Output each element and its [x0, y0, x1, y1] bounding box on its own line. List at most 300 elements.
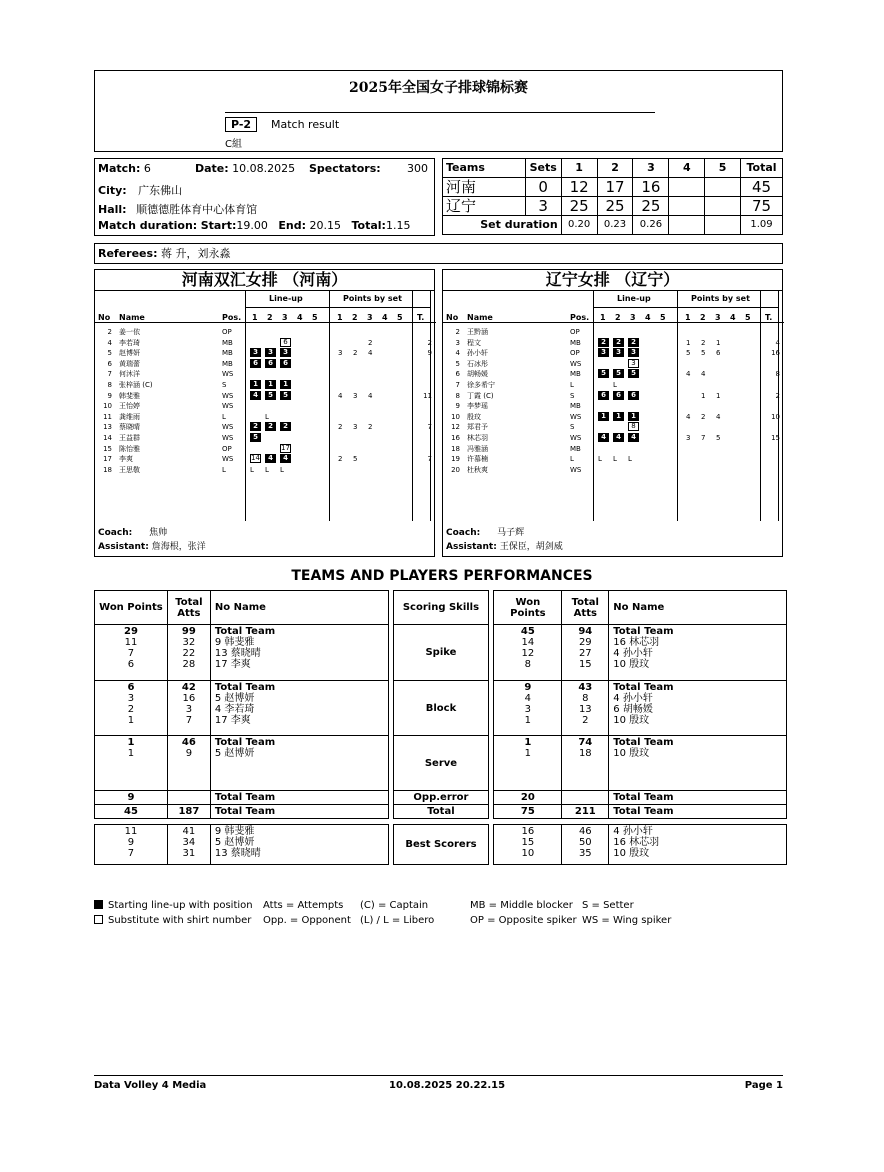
col-set1: 1 [561, 159, 597, 178]
col-total: T. [417, 313, 425, 322]
row-divider [245, 307, 430, 308]
total-atts: 28 [182, 659, 196, 670]
report-header [94, 70, 783, 152]
won-points: 45 [95, 805, 168, 819]
opp-error-row [95, 791, 787, 805]
total-atts-cell [562, 625, 609, 681]
coach-name: 焦帅 [149, 528, 168, 538]
starting-position-box: 3 [280, 348, 291, 357]
player-name: 6 胡畅媛 [613, 704, 653, 715]
col-set4: 4 [669, 159, 705, 178]
col-scoring-skills: Scoring Skills [393, 591, 489, 625]
starting-position-box: 1 [598, 412, 609, 421]
substitute-box: 8 [628, 422, 639, 431]
player-row [443, 422, 782, 432]
set-duration-row [443, 216, 783, 235]
player-name: Total Team [613, 682, 674, 693]
lineup-header: Line-up [269, 294, 303, 303]
col-name: Name [467, 313, 493, 322]
player-name-cell [210, 681, 388, 736]
total-points: 2 [427, 338, 432, 347]
col-pos: Pos. [570, 313, 590, 322]
player-position: WS [222, 434, 234, 442]
substitute-box: 3 [628, 359, 639, 368]
end-time: 20.15 [309, 219, 341, 232]
won-points-cell [494, 681, 562, 736]
total-atts: 27 [578, 648, 592, 659]
won-points-cell [95, 625, 168, 681]
total-atts-cell [167, 825, 210, 865]
total-atts: 2 [582, 715, 589, 726]
player-position: L [222, 465, 226, 474]
won-points: 9 [95, 791, 168, 805]
legend-atts: Atts = Attempts [263, 900, 344, 911]
player-name: 10 殷玟 [613, 748, 650, 759]
start-label: Start: [200, 219, 237, 232]
col-total: Total [741, 159, 783, 178]
set-points: 4 [368, 349, 373, 358]
player-position: MB [570, 370, 581, 379]
player-name: Total Team [613, 737, 674, 748]
total-points: 45 [741, 178, 783, 197]
total-time: 1.15 [385, 219, 411, 232]
total-atts: 29 [578, 637, 592, 648]
coach-block [98, 526, 206, 554]
player-row [95, 338, 434, 348]
player-row [95, 454, 434, 464]
total-atts: 9 [185, 748, 193, 759]
set-points: 1 [716, 338, 721, 347]
total-row [95, 805, 787, 819]
coach-name: 马子辉 [497, 528, 525, 538]
total-atts-cell [167, 681, 210, 736]
player-name: 17 李爽 [214, 715, 251, 726]
col-points-set: 3 [367, 313, 373, 322]
player-row [95, 444, 434, 454]
total-atts: 211 [562, 805, 609, 819]
referees [94, 243, 783, 264]
total-points: 9 [427, 349, 432, 358]
total-atts: 18 [578, 748, 592, 759]
set-score: 25 [633, 197, 669, 216]
starting-position-box: 3 [598, 348, 609, 357]
won-points: 3 [524, 704, 532, 715]
player-name: 蔡晓晴 [119, 423, 140, 432]
player-position: MB [570, 444, 581, 453]
total-atts: 46 [181, 737, 196, 748]
skill-label: Best Scorers [393, 825, 489, 865]
starting-position-box: 4 [280, 454, 291, 463]
set-points: 6 [716, 349, 721, 358]
starting-position-box: 6 [628, 391, 639, 400]
total-atts: 7 [185, 715, 193, 726]
player-number: 7 [455, 381, 460, 389]
player-name: 10 殷玟 [613, 659, 650, 670]
total-points: 10 [771, 412, 780, 421]
substitute-box: 17 [281, 443, 290, 452]
player-number: 5 [107, 349, 112, 358]
player-number: 16 [451, 434, 460, 442]
set-score: 25 [561, 197, 597, 216]
won-points: 20 [494, 791, 562, 805]
skill-label: Total [393, 805, 489, 819]
spectators-label: Spectators: [309, 162, 381, 175]
player-number: 20 [451, 465, 460, 474]
report-code: P-2 [225, 117, 257, 132]
set-points: 5 [701, 349, 706, 358]
set-points: 5 [716, 434, 721, 442]
total-atts: 42 [181, 682, 196, 693]
player-row [443, 327, 782, 337]
player-name: 4 孙小轩 [613, 826, 653, 837]
player-position: MB [570, 402, 581, 411]
player-name: 李若琦 [119, 338, 140, 347]
starting-position-box: 5 [280, 391, 291, 400]
set-points: 4 [338, 391, 343, 400]
legend-libero: (L) / L = Libero [360, 915, 435, 926]
player-number: 6 [455, 370, 460, 379]
player-number: 8 [107, 381, 112, 389]
won-points: 29 [123, 626, 138, 637]
starting-position-box: 3 [250, 348, 261, 357]
col-pos: Pos. [222, 313, 242, 322]
col-lineup-set: 1 [252, 313, 258, 322]
end-label: End: [278, 219, 306, 232]
libero-marker: L [598, 455, 602, 464]
player-number: 17 [103, 455, 112, 464]
player-name: 10 殷玟 [613, 848, 650, 859]
player-row [95, 327, 434, 337]
player-name: 李梦瑶 [467, 402, 488, 411]
footer [94, 1075, 783, 1095]
col-lineup-set: 5 [312, 313, 318, 322]
player-name: 黄瑞蕾 [119, 359, 140, 368]
total-atts: 99 [181, 626, 196, 637]
filled-square-icon [94, 900, 103, 909]
col-lineup-set: 2 [615, 313, 621, 322]
player-position: WS [570, 359, 582, 368]
starting-position-box: 2 [613, 338, 624, 347]
coach-block [446, 526, 563, 554]
set-score [669, 197, 705, 216]
player-position: WS [570, 465, 582, 474]
starting-position-box: 2 [628, 338, 639, 347]
legend-ws: WS = Wing spiker [582, 915, 672, 926]
total-points: 4 [775, 338, 780, 347]
starting-position-box: 4 [598, 433, 609, 442]
player-name: 韩斐雅 [119, 391, 140, 400]
starting-position-box: 1 [280, 380, 291, 389]
set-points: 2 [368, 338, 373, 347]
player-name-cell [210, 736, 388, 791]
player-name-cell [609, 736, 787, 791]
libero-marker: L [613, 455, 617, 464]
player-name: 13 蔡晓晴 [214, 848, 261, 859]
lineup-header: Line-up [617, 294, 651, 303]
col-no: No [98, 313, 111, 322]
player-row [95, 359, 434, 369]
won-points: 9 [127, 837, 135, 848]
skill-row-serve [95, 736, 787, 791]
player-row [95, 422, 434, 432]
set-score: 16 [633, 178, 669, 197]
player-row [443, 401, 782, 411]
match-info [94, 158, 435, 236]
won-points: 6 [127, 659, 135, 670]
starting-position-box: 6 [250, 359, 261, 368]
won-points: 1 [524, 737, 532, 748]
legend-substitute: Substitute with shirt number [108, 915, 252, 926]
set-duration [705, 216, 741, 235]
player-number: 8 [455, 391, 460, 400]
set-points: 3 [686, 434, 691, 442]
set-points: 2 [701, 412, 706, 421]
starting-position-box: 1 [613, 412, 624, 421]
score-row [443, 178, 783, 197]
col-points-set: 4 [730, 313, 736, 322]
player-name: Total Team [613, 626, 674, 637]
col-points-set: 5 [745, 313, 751, 322]
team-b-roster [442, 269, 783, 557]
starting-position-box: 5 [598, 369, 609, 378]
player-name: 王怡婷 [119, 402, 140, 411]
set-duration [669, 216, 705, 235]
set-points: 4 [686, 370, 691, 379]
starting-position-box: 2 [280, 422, 291, 431]
libero-marker: L [265, 412, 269, 421]
row-divider [95, 322, 436, 323]
player-number: 6 [107, 359, 112, 368]
coach-label: Coach: [98, 528, 133, 538]
match-number: 6 [143, 162, 151, 175]
total-atts: 8 [582, 693, 589, 704]
city-label: City: [98, 184, 127, 197]
player-number: 19 [451, 455, 460, 464]
player-position: L [222, 412, 226, 421]
player-position: WS [222, 391, 234, 400]
col-won-points: Won Points [95, 591, 168, 625]
player-name: 杜秋爽 [467, 465, 488, 474]
player-row [443, 465, 782, 475]
player-name: 5 赵博妍 [214, 693, 255, 704]
starting-position-box: 4 [250, 391, 261, 400]
player-row [95, 391, 434, 401]
libero-marker: L [250, 465, 254, 474]
player-row [443, 433, 782, 443]
player-position: MB [570, 338, 581, 347]
col-no-name: No Name [210, 591, 388, 625]
won-points: 4 [524, 693, 532, 704]
starting-position-box: 6 [613, 391, 624, 400]
player-position: WS [222, 370, 234, 379]
score-table [442, 158, 783, 235]
won-points: 16 [521, 826, 535, 837]
points-header: Points by set [691, 294, 750, 303]
set-score: 12 [561, 178, 597, 197]
assistant-names: 王保臣，胡剑威 [499, 542, 563, 552]
player-position: WS [222, 455, 234, 464]
player-position: S [570, 423, 575, 432]
player-number: 3 [455, 338, 460, 347]
won-points: 3 [127, 693, 135, 704]
col-set5: 5 [705, 159, 741, 178]
player-number: 10 [451, 412, 460, 421]
won-points: 7 [127, 648, 135, 659]
col-lineup-set: 3 [630, 313, 636, 322]
total-atts: 22 [182, 648, 196, 659]
player-name: Total Team [609, 791, 787, 805]
set-points: 4 [368, 391, 373, 400]
total-atts-cell [562, 825, 609, 865]
player-row [443, 338, 782, 348]
player-name: 王思敬 [119, 465, 140, 474]
team-name: 河南 [443, 178, 526, 197]
player-position: L [570, 455, 574, 464]
player-number: 15 [103, 444, 112, 453]
set-score: 25 [597, 197, 633, 216]
total-atts: 34 [182, 837, 196, 848]
assistant-label: Assistant: [446, 542, 497, 552]
team-name: 辽宁 [443, 197, 526, 216]
sets-won: 0 [525, 178, 561, 197]
player-name: Total Team [214, 737, 276, 748]
player-number: 5 [455, 359, 460, 368]
player-name: 9 韩斐雅 [214, 826, 255, 837]
team-a-roster [94, 269, 435, 557]
set-points: 3 [353, 391, 358, 400]
skill-row-spike [95, 625, 787, 681]
starting-position-box: 1 [265, 380, 276, 389]
set-points: 2 [338, 423, 343, 432]
col-sets: Sets [525, 159, 561, 178]
total-points: 15 [771, 434, 780, 442]
col-points-set: 4 [382, 313, 388, 322]
won-points: 14 [521, 637, 535, 648]
total-atts: 16 [182, 693, 196, 704]
player-name: Total Team [210, 791, 388, 805]
set-points: 5 [353, 455, 358, 464]
starting-position-box: 3 [265, 348, 276, 357]
col-points-set: 1 [685, 313, 691, 322]
player-number: 9 [107, 391, 112, 400]
player-position: S [570, 391, 575, 400]
player-position: OP [222, 328, 232, 336]
starting-position-box: 6 [598, 391, 609, 400]
set-score [705, 178, 741, 197]
col-no: No [446, 313, 459, 322]
match-label: Match: [98, 162, 141, 175]
player-name: 丁霞 (C) [467, 391, 494, 400]
footer-timestamp: 10.08.2025 20.22.15 [389, 1080, 506, 1091]
player-number: 7 [107, 370, 112, 379]
won-points: 1 [524, 715, 532, 726]
total-atts: 41 [182, 826, 196, 837]
won-points: 10 [521, 848, 535, 859]
total-atts: 43 [578, 682, 593, 693]
starting-position-box: 5 [613, 369, 624, 378]
won-points-cell [95, 736, 168, 791]
player-name: Total Team [214, 626, 276, 637]
col-points-set: 5 [397, 313, 403, 322]
player-position: WS [570, 434, 582, 442]
starting-position-box: 3 [613, 348, 624, 357]
assistant-names: 詹海根，张洋 [151, 542, 206, 552]
total-atts: 46 [578, 826, 592, 837]
points-header: Points by set [343, 294, 402, 303]
total-atts: 35 [578, 848, 592, 859]
player-name: 5 赵博妍 [214, 748, 255, 759]
player-name: 陈怡雅 [119, 444, 140, 453]
skill-label: Block [393, 681, 489, 736]
player-row [443, 380, 782, 390]
team-name: 辽宁女排 （辽宁） [443, 270, 782, 291]
empty-square-icon [94, 915, 103, 924]
hall-value: 顺德德胜体育中心体育馆 [136, 203, 258, 216]
total-atts-cell [562, 736, 609, 791]
set-points: 7 [701, 434, 706, 442]
total-points: 8 [775, 370, 780, 379]
duration-label: Match duration: [98, 219, 198, 232]
set-points: 3 [338, 349, 343, 358]
col-won-points: Won Points [494, 591, 562, 625]
player-number: 18 [451, 444, 460, 453]
player-number: 10 [103, 402, 112, 411]
player-name: 17 李爽 [214, 659, 251, 670]
starting-position-box: 4 [628, 433, 639, 442]
player-number: 18 [103, 465, 112, 474]
player-row [95, 369, 434, 379]
player-name: Total Team [214, 682, 276, 693]
player-name: 何沐洋 [119, 370, 140, 379]
skill-label: Opp.error [393, 791, 489, 805]
total-atts: 50 [578, 837, 592, 848]
report-title: 2025年全国女子排球锦标赛 [349, 80, 528, 96]
set-score [669, 178, 705, 197]
set-duration: 0.20 [561, 216, 597, 235]
player-position: OP [570, 349, 580, 358]
player-number: 4 [455, 349, 460, 358]
player-name: 4 李若琦 [214, 704, 255, 715]
col-lineup-set: 4 [297, 313, 303, 322]
won-points: 9 [524, 682, 532, 693]
player-name: 林芯羽 [467, 434, 488, 442]
col-teams: Teams [443, 159, 526, 178]
set-points: 3 [353, 423, 358, 432]
starting-position-box: 5 [250, 433, 261, 442]
player-name: 许慕楠 [467, 455, 488, 464]
player-name: 殷玟 [467, 412, 481, 421]
substitute-box: 14 [251, 454, 260, 463]
col-total-atts: Total Atts [167, 591, 210, 625]
player-position: WS [222, 423, 234, 432]
total-atts: 31 [182, 848, 196, 859]
performance-title: TEAMS AND PLAYERS PERFORMANCES [291, 568, 593, 584]
libero-marker: L [265, 465, 269, 474]
won-points: 2 [127, 704, 135, 715]
total-atts: 3 [185, 704, 193, 715]
set-points: 2 [353, 349, 358, 358]
set-points: 4 [716, 412, 721, 421]
starting-position-box: 6 [280, 359, 291, 368]
starting-position-box: 5 [628, 369, 639, 378]
player-name: 13 蔡晓晴 [214, 648, 261, 659]
player-number: 4 [107, 338, 112, 347]
player-name: 5 赵博妍 [214, 837, 255, 848]
libero-marker: L [280, 465, 284, 474]
player-row [95, 380, 434, 390]
total-points: 7 [427, 455, 432, 464]
set-points: 1 [716, 391, 721, 400]
